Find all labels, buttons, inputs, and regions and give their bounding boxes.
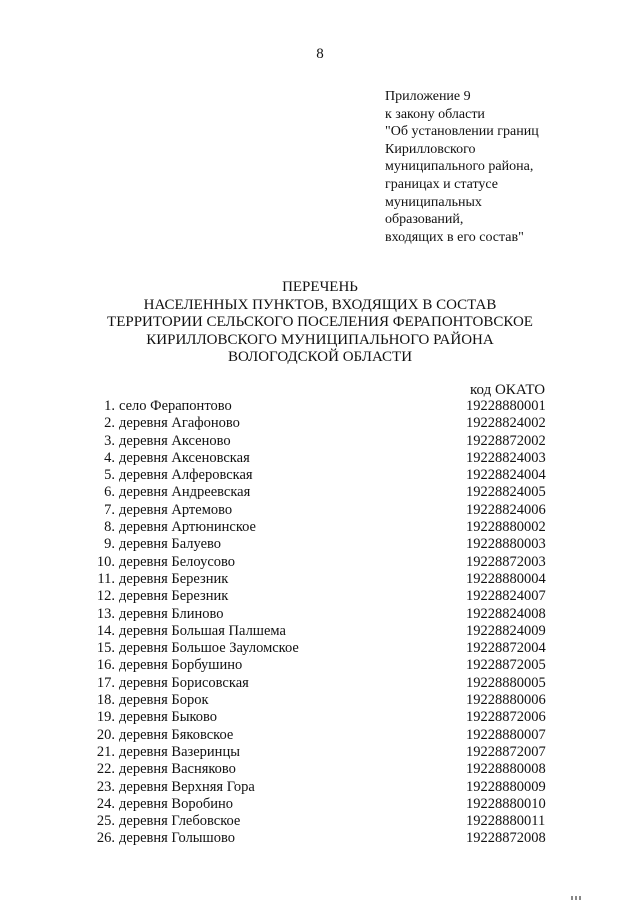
- list-item: [93, 779, 573, 796]
- list-item: [93, 761, 573, 778]
- okato-code: 19228872007: [466, 743, 546, 760]
- list-item: [93, 830, 573, 847]
- appendix-line: Приложение 9: [385, 89, 471, 104]
- okato-code: 19228880010: [466, 795, 546, 812]
- appendix-line: муниципального района,: [385, 159, 534, 175]
- list-item: [93, 588, 573, 605]
- okato-code: 19228880001: [466, 398, 546, 414]
- item-number: 20.: [96, 726, 115, 743]
- settlement-name: деревня Верхняя Гора: [119, 778, 255, 795]
- okato-code: 19228824006: [466, 501, 546, 518]
- okato-code: 19228824007: [466, 588, 546, 605]
- appendix-line: "Об установлении границ: [385, 124, 539, 140]
- list-item: [93, 502, 573, 519]
- settlement-name: деревня Березник: [119, 570, 229, 587]
- item-number: 13.: [96, 605, 115, 622]
- item-number: 6.: [104, 484, 115, 501]
- item-number: 15.: [96, 640, 115, 657]
- list-item: [93, 675, 573, 692]
- item-number: 1.: [104, 398, 115, 414]
- appendix-note: [385, 88, 539, 246]
- item-number: 7.: [104, 501, 115, 518]
- list-item: [93, 692, 573, 709]
- item-number: 16.: [96, 657, 115, 674]
- settlement-name: деревня Борбушино: [119, 657, 243, 674]
- settlement-name: деревня Артюнинское: [119, 519, 256, 536]
- okato-code: 19228880006: [466, 692, 546, 709]
- settlement-list: [93, 398, 573, 848]
- okato-code: 19228880011: [466, 813, 546, 830]
- settlement-name: деревня Балуево: [119, 536, 222, 553]
- item-number: 23.: [96, 778, 115, 795]
- item-number: 17.: [96, 674, 115, 691]
- okato-code: 19228880007: [466, 726, 546, 743]
- item-number: 5.: [104, 467, 115, 484]
- settlement-name: деревня Голышово: [119, 830, 235, 847]
- list-item: [93, 484, 573, 501]
- item-number: 24.: [96, 795, 115, 812]
- settlement-name: деревня Бяковское: [119, 726, 234, 743]
- okato-code: 19228880008: [466, 761, 546, 778]
- settlement-name: деревня Березник: [119, 588, 229, 605]
- okato-code: 19228880003: [466, 536, 546, 553]
- list-item: [93, 657, 573, 674]
- heading-line: КИРИЛЛОВСКОГО МУНИЦИПАЛЬНОГО РАЙОНА: [146, 331, 494, 348]
- scan-mark: [571, 896, 583, 900]
- appendix-line: границах и статусе: [385, 176, 499, 192]
- item-number: 2.: [104, 415, 115, 432]
- settlement-name: деревня Блиново: [119, 605, 224, 622]
- list-item: [93, 606, 573, 623]
- item-number: 3.: [104, 432, 115, 449]
- heading-line: НАСЕЛЕННЫХ ПУНКТОВ, ВХОДЯЩИХ В СОСТАВ: [143, 296, 497, 313]
- list-item: [93, 450, 573, 467]
- settlement-name: деревня Вазеринцы: [119, 743, 240, 760]
- settlement-name: деревня Алферовская: [119, 467, 253, 484]
- appendix-line: Кирилловского: [385, 141, 476, 157]
- list-item: [93, 640, 573, 657]
- okato-code: 19228872005: [466, 657, 546, 674]
- okato-code: 19228824005: [466, 484, 546, 501]
- settlement-name: деревня Агафоново: [119, 415, 240, 432]
- settlement-name: деревня Белоусово: [119, 553, 236, 570]
- item-number: 18.: [96, 692, 115, 709]
- list-item: [93, 536, 573, 553]
- list-item: [93, 796, 573, 813]
- okato-code: 19228880005: [466, 674, 546, 691]
- appendix-line: к закону области: [385, 106, 485, 122]
- settlement-name: деревня Андреевская: [119, 484, 251, 501]
- okato-code: 19228824009: [466, 622, 546, 639]
- item-number: 8.: [104, 519, 115, 536]
- settlement-name: деревня Васняково: [119, 761, 236, 778]
- list-item: [93, 467, 573, 484]
- okato-code: 19228872003: [466, 553, 546, 570]
- list-item: [93, 398, 573, 415]
- item-number: 26.: [96, 830, 115, 847]
- item-number: 25.: [96, 813, 115, 830]
- list-item: [93, 709, 573, 726]
- list-item: [93, 415, 573, 432]
- item-number: 19.: [96, 709, 115, 726]
- appendix-line: входящих в его состав": [385, 229, 524, 245]
- settlement-name: деревня Борисовская: [119, 674, 249, 691]
- list-item: [93, 727, 573, 744]
- okato-code: 19228872008: [466, 830, 546, 847]
- item-number: 4.: [104, 449, 115, 466]
- list-item: [93, 433, 573, 450]
- appendix-line: образований,: [385, 212, 464, 228]
- heading-line: ПЕРЕЧЕНЬ: [282, 279, 358, 295]
- okato-code: 19228880009: [466, 778, 546, 795]
- heading-line: ВОЛОГОДСКОЙ ОБЛАСТИ: [227, 349, 413, 365]
- settlement-name: деревня Быково: [119, 709, 218, 726]
- okato-code: 19228824002: [466, 415, 546, 432]
- okato-code: 19228880002: [466, 519, 546, 536]
- settlement-name: деревня Аксеновская: [119, 449, 250, 466]
- item-number: 10.: [96, 553, 115, 570]
- list-item: [93, 813, 573, 830]
- okato-code: 19228824003: [466, 449, 546, 466]
- settlement-name: деревня Воробино: [119, 795, 233, 812]
- okato-code: 19228872004: [466, 640, 546, 657]
- settlement-name: деревня Борок: [119, 692, 209, 709]
- page-number: 8: [316, 46, 324, 62]
- list-item: [93, 623, 573, 640]
- list-item: [93, 744, 573, 761]
- list-item: [93, 554, 573, 571]
- appendix-line: муниципальных: [385, 194, 482, 210]
- okato-code: 19228824008: [466, 605, 546, 622]
- item-number: 12.: [96, 588, 115, 605]
- okato-code: 19228872006: [466, 709, 546, 726]
- okato-code: 19228872002: [466, 432, 546, 449]
- item-number: 9.: [104, 536, 115, 553]
- settlement-name: деревня Большая Палшема: [119, 622, 286, 639]
- item-number: 22.: [96, 761, 115, 778]
- document-heading: [0, 279, 640, 367]
- settlement-name: деревня Аксеново: [119, 432, 231, 449]
- heading-line: ТЕРРИТОРИИ СЕЛЬСКОГО ПОСЕЛЕНИЯ ФЕРАПОНТОВСКОЕ: [107, 314, 533, 330]
- item-number: 14.: [96, 622, 115, 639]
- list-item: [93, 519, 573, 536]
- okato-code: 19228880004: [466, 570, 546, 587]
- item-number: 11.: [97, 570, 115, 587]
- item-number: 21.: [96, 743, 115, 760]
- settlement-name: деревня Артемово: [119, 501, 233, 518]
- settlement-name: деревня Большое Зауломское: [119, 640, 299, 657]
- okato-code: 19228824004: [466, 467, 546, 484]
- settlement-name: деревня Глебовское: [119, 813, 241, 830]
- okato-column-header: код ОКАТО: [470, 382, 546, 398]
- list-item: [93, 571, 573, 588]
- settlement-name: село Ферапонтово: [119, 398, 232, 414]
